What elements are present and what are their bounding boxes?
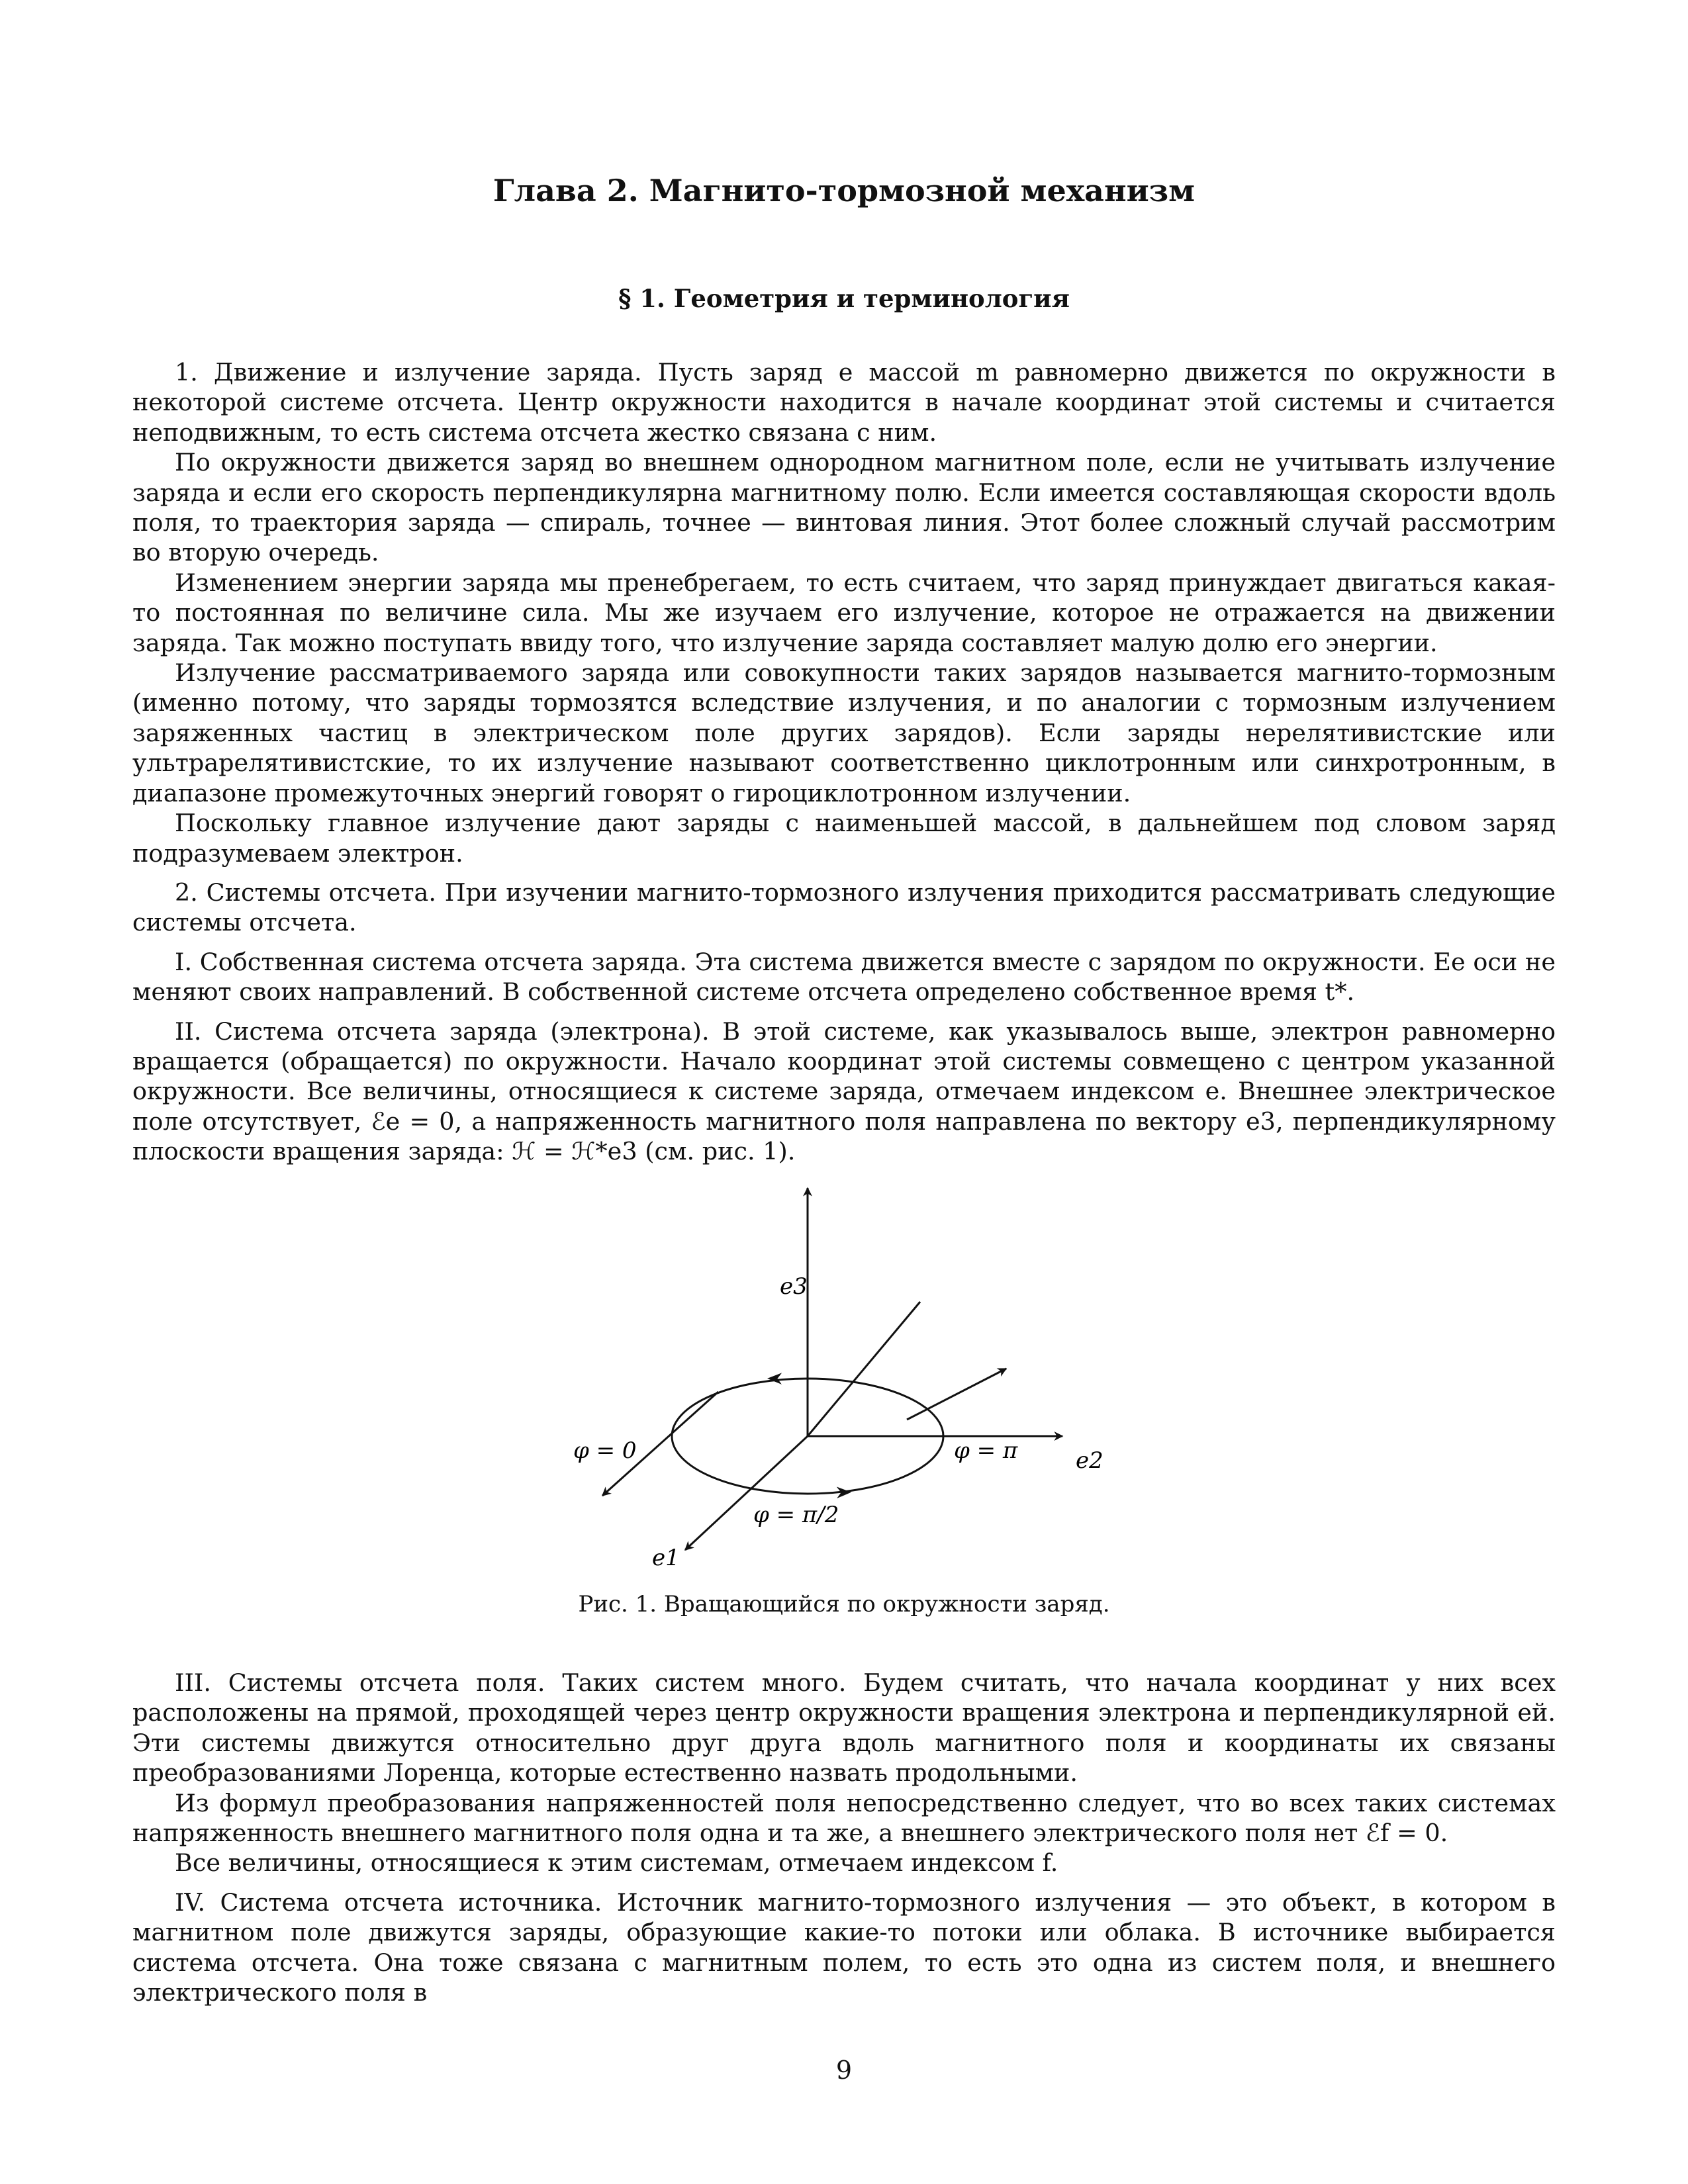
paragraph: 2. Системы отсчета. При изучении магнито-тормозного излучения приходится рассматривать следующие системы отсчета. [132, 878, 1556, 937]
figure-caption: Рис. 1. Вращающийся по окружности заряд. [578, 1591, 1110, 1617]
paragraph: Все величины, относящиеся к этим системам, отмечаем индексом f. [175, 1848, 1058, 1878]
figure-rotating-charge [0, 1181, 1688, 1578]
label-e2: e2 [1076, 1447, 1103, 1474]
chapter-title: Глава 2. Магнито-тормозной механизм [492, 173, 1196, 208]
paragraph: Поскольку главное излучение дают заряды с наименьшей массой, в дальнейшем под словом заряд подразумеваем электрон. [132, 809, 1556, 868]
paragraph: IV. Система отсчета источника. Источник магнито-тормозного излучения — это объект, в котором в магнитном поле движутся заряды, образующие какие-то потоки или облака. В источнике выбирается система отсчета. Она тоже связана с магнитным полем, то есть это одна из систем поля, и внешнего электрического поля в [132, 1888, 1556, 2007]
text-block-top [132, 357, 1556, 1167]
paragraph: По окружности движется заряд во внешнем однородном магнитном поле, если не учитывать излучение заряда и если его скорость перпендикулярна магнитному полю. Если имеется составляющая скорости вдоль поля, то траектория заряда — спираль, точнее — винтовая линия. Этот более сложный случай рассмотрим во вторую очередь. [132, 448, 1556, 567]
label-e3: e3 [780, 1273, 808, 1300]
paragraph: II. Система отсчета заряда (электрона). В этой системе, как указывалось выше, электрон равномерно вращается (обращается) по окружности. Начало координат этой системы совмещено с центром указанной окружности. Все величины, относящиеся к системе заряда, отмечаем индексом e. Внешнее электрическое поле отсутствует, ℰe = 0, а напряженность магнитного поля направлена по вектору e3, перпендикулярному плоскости вращения заряда: ℋ = ℋ*e3 (см. рис. 1). [132, 1017, 1556, 1166]
label-phi-pi-half: φ = π/2 [753, 1502, 839, 1528]
section-title: § 1. Геометрия и терминология [618, 284, 1070, 313]
paragraph: Из формул преобразования напряженностей поля непосредственно следует, что во всех таких системах напряженность внешнего магнитного поля одна и та же, а внешнего электрического поля нет ℰf = 0. [132, 1788, 1556, 1848]
figure-diagram [0, 1181, 1688, 1578]
label-phi-pi: φ = π [954, 1437, 1018, 1464]
paragraph: I. Собственная система отсчета заряда. Эта система движется вместе с зарядом по окружности. Ее оси не меняют своих направлений. В собственной системе отсчета определено собственное время t*. [132, 947, 1556, 1007]
label-e1: e1 [652, 1545, 680, 1571]
page-number: 9 [835, 2056, 853, 2085]
paragraph: III. Системы отсчета поля. Таких систем много. Будем считать, что начала координат у них всех расположены на прямой, проходящей через центр окружности вращения электрона и перпендикулярной ей. Эти системы движутся относительно друг друга вдоль магнитного поля и координаты их связаны преобразованиями Лоренца, которые естественно назвать продольными. [132, 1668, 1556, 1788]
paragraph: Излучение рассматриваемого заряда или совокупности таких зарядов называется магнито-тормозным (именно потому, что заряды тормозятся вследствие излучения, и по аналогии с тормозным излучением заряженных частиц в электрическом поле других зарядов). Если заряды нерелятивистские или ультрарелятивистские, то их излучение называют соответственно циклотронным или синхротронным, в диапазоне промежуточных энергий говорят о гироциклотронном излучении. [132, 659, 1556, 807]
phipi-arrow [907, 1369, 1006, 1420]
label-phi-0: φ = 0 [573, 1437, 637, 1464]
axis-line-diagonal [808, 1302, 920, 1436]
text-block-bottom [132, 1668, 1556, 2007]
paragraph: Изменением энергии заряда мы пренебрегаем, то есть считаем, что заряд принуждает двигаться какая-то постоянная по величине сила. Мы же изучаем его излучение, которое не отражается на движении заряда. Так можно поступать ввиду того, что излучение заряда составляет малую долю его энергии. [132, 568, 1556, 657]
paragraph: 1. Движение и излучение заряда. Пусть заряд e массой m равномерно движется по окружности в некоторой системе отсчета. Центр окружности находится в начале координат этой системы и считается неподвижным, то есть система отсчета жестко связана с ним. [132, 358, 1556, 447]
